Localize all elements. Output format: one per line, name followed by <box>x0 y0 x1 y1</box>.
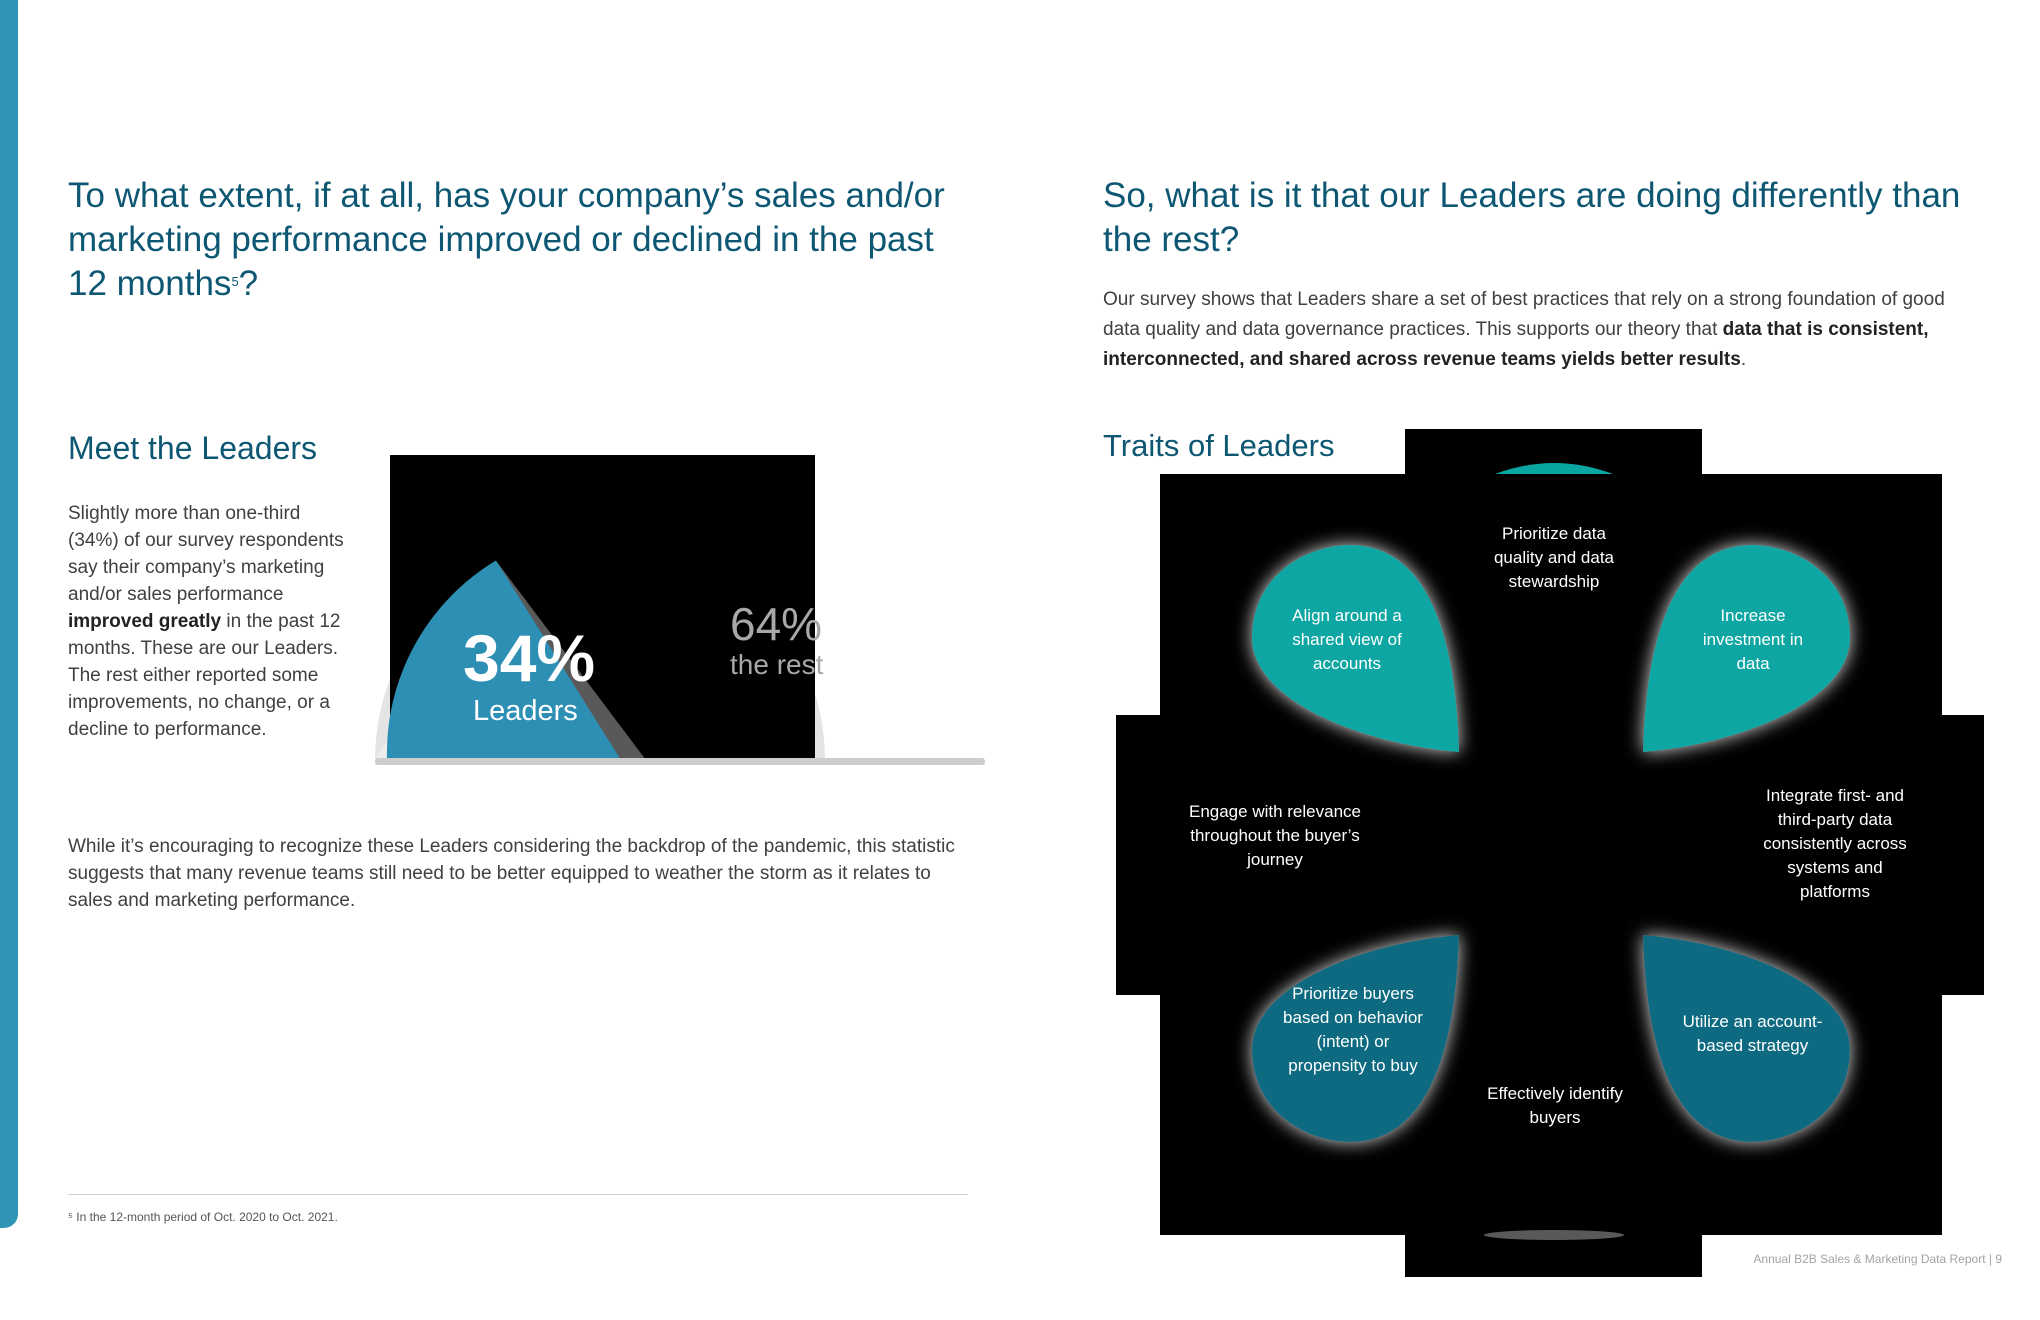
intro-text-2: . <box>1740 349 1747 370</box>
trait-data-quality: Prioritize data quality and data stewardship <box>1493 524 1615 591</box>
trait-identify-buyers: Effectively identify buyers <box>1487 1084 1623 1127</box>
trait-engage-relevance: Engage with relevance throughout the buyer’s journey <box>1188 802 1361 869</box>
intro-text-1: Our survey shows that Leaders share a set of best practices that rely on a strong foundation of good data quality and data governance practices. This supports our theory that <box>1103 289 1945 340</box>
leaders-text-1: Slightly more than one-third (34%) of our survey respondents say their company’s marketing and/or sales performance <box>68 503 344 605</box>
question-line-2: marketing performance improved or declined in the past <box>68 220 934 259</box>
leaders-value: 34% <box>463 621 596 695</box>
question-line-1: To what extent, if at all, has your company’s sales and/or <box>68 176 945 215</box>
footnote-divider <box>68 1194 968 1195</box>
intro-text-bold: data that is consistent, interconnected, and shared across revenue teams yields better results <box>1103 319 1929 370</box>
trait-increase-investment: Increase investment in data <box>1702 606 1804 673</box>
heading-line-1: So, what is it that our Leaders are doing differently than <box>1103 176 1961 215</box>
trait-integrate-data: Integrate first- and third-party data consistently across systems and platforms <box>1763 786 1907 901</box>
trait-prioritize-buyers: Prioritize buyers based on behavior (intent) or propensity to buy <box>1283 984 1423 1075</box>
leaders-label: Leaders <box>473 695 578 727</box>
leaders-text-2: in the past 12 months. These are our Leaders. The rest either reported some improvements, no change, or a decline to performance. <box>68 611 341 740</box>
question-end: ? <box>238 264 259 303</box>
rest-label: the rest <box>730 649 824 680</box>
question-line-3: 12 months <box>68 264 232 303</box>
trait-account-based: Utilize an account-based strategy <box>1682 1012 1823 1055</box>
heading-line-2: the rest? <box>1103 220 1240 259</box>
closing-paragraph: While it’s encouraging to recognize these Leaders considering the backdrop of the pandemic, this statistic suggests that many revenue teams still need to be better equipped to weather the storm as it relates to sales and marketing performance. <box>68 836 955 911</box>
rest-value: 64% <box>730 598 823 650</box>
footnote: ⁵ In the 12-month period of Oct. 2020 to Oct. 2021. <box>68 1210 338 1224</box>
leaders-heading: Meet the Leaders <box>68 430 318 466</box>
trait-align-accounts: Align around a shared view of accounts <box>1292 606 1402 673</box>
traits-heading: Traits of Leaders <box>1103 428 1335 463</box>
bottom-glow-hint <box>1484 1230 1624 1240</box>
footnote-mark: 5 <box>231 274 239 289</box>
leaders-text-bold: improved greatly <box>68 611 222 632</box>
page-footer: Annual B2B Sales & Marketing Data Report | 9 <box>1753 1252 2002 1266</box>
